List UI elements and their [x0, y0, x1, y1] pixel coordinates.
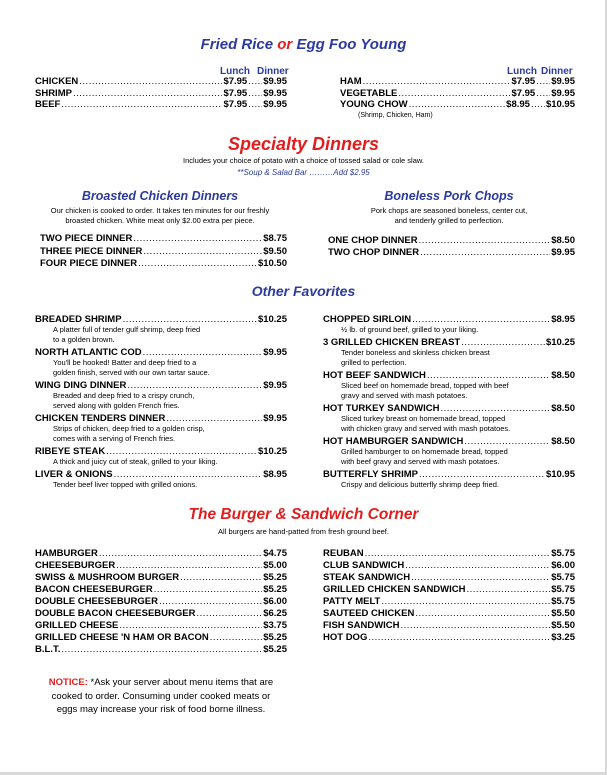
favorite-price: $10.25	[257, 446, 287, 457]
fried-rice-item	[340, 76, 575, 88]
favorite-price: $9.95	[263, 413, 287, 424]
favorite-price: $9.95	[263, 347, 287, 358]
notice-block	[26, 676, 296, 717]
pork-price: $9.95	[551, 247, 575, 258]
favorite-desc: You'll be hooked! Batter and deep fried to a	[53, 358, 197, 367]
favorite-name: NORTH ATLANTIC COD	[35, 347, 142, 358]
dot-leader	[180, 572, 262, 584]
fried-rice-dinner-price: $9.95	[263, 76, 287, 87]
pork-price: $8.50	[551, 235, 575, 246]
dot-leader	[536, 76, 550, 88]
burger-price: $5.25	[263, 644, 287, 655]
fried-rice-lunch-price: $7.95	[223, 87, 248, 99]
favorite-name: LIVER & ONIONS	[35, 469, 113, 480]
fried-rice-lunch-price: $7.95	[223, 76, 248, 87]
pork-item	[328, 247, 575, 259]
sandwich-item	[323, 548, 575, 560]
dot-leader	[143, 246, 262, 258]
sandwich-price: $5.75	[551, 548, 575, 559]
burger-name: B.L.T.	[35, 644, 61, 655]
notice-line-3: eggs may increase your risk of food borne illness.	[56, 704, 266, 715]
dot-leader	[401, 620, 551, 632]
fried-rice-item	[35, 99, 287, 111]
fried-rice-name: BEEF	[35, 99, 61, 110]
favorite-price: $9.95	[263, 380, 287, 391]
broasted-item	[40, 233, 287, 245]
fried-rice-item	[340, 99, 575, 111]
favorite-desc: Breaded and deep fried to a crispy crunch,	[53, 391, 195, 400]
burger-item	[35, 620, 287, 632]
dot-leader	[467, 584, 551, 596]
broasted-title: Broasted Chicken Dinners	[81, 189, 239, 203]
pork-desc-1: Pork chops are seasoned boneless, center cut,	[370, 206, 528, 215]
dinner-header-right: Dinner	[541, 66, 573, 77]
burger-title: The Burger & Sandwich Corner	[188, 506, 419, 523]
dot-leader	[119, 620, 262, 632]
favorite-desc: ½ lb. of ground beef, grilled to your liking.	[341, 325, 479, 334]
favorite-name: HOT BEEF SANDWICH	[323, 370, 426, 381]
burger-subtitle: All burgers are hand-patted from fresh ground beef.	[218, 527, 389, 536]
dot-leader	[363, 76, 511, 88]
sandwich-name: REUBAN	[323, 548, 364, 559]
pork-desc-2: and tenderly grilled to perfection.	[394, 216, 504, 225]
dot-leader	[154, 584, 263, 596]
sandwich-name: FISH SANDWICH	[323, 620, 400, 631]
sandwich-item	[323, 560, 575, 572]
burger-item	[35, 584, 287, 596]
burger-price: $6.00	[263, 596, 287, 607]
favorite-price: $8.50	[551, 403, 575, 414]
fried-rice-lunch-price: $7.95	[511, 87, 536, 99]
specialty-subtitle: Includes your choice of potato with a choice of tossed salad or cole slaw.	[183, 156, 424, 165]
favorite-desc: served along with golden French fries.	[53, 401, 180, 410]
burger-price: $6.25	[263, 608, 287, 619]
dot-leader	[405, 560, 550, 572]
dot-leader	[116, 560, 262, 572]
favorite-desc: gravy and served with mash potatoes.	[341, 391, 468, 400]
burger-price: $5.25	[263, 572, 287, 583]
dot-leader	[248, 99, 262, 111]
dot-leader	[196, 608, 262, 620]
burger-item	[35, 608, 287, 620]
lunch-header-right: Lunch	[507, 66, 537, 77]
sandwich-name: SAUTEED CHICKEN	[323, 608, 415, 619]
fried-rice-item	[340, 88, 575, 100]
dot-leader	[138, 258, 257, 270]
notice-label: NOTICE:	[48, 677, 88, 688]
favorite-desc: A thick and juicy cut of steak, grilled to your liking.	[53, 457, 218, 466]
sandwich-price: $5.50	[551, 620, 575, 631]
fried-rice-name: YOUNG CHOW	[340, 99, 408, 110]
burger-item	[35, 572, 287, 584]
young-chow-note: (Shrimp, Chicken, Ham)	[358, 112, 433, 119]
burger-item	[35, 632, 287, 644]
favorite-price: $10.25	[545, 337, 575, 348]
broasted-name: THREE PIECE DINNER	[40, 245, 143, 257]
favorite-desc: with chicken gravy and served with mash potatoes.	[341, 424, 511, 433]
pork-title: Boneless Pork Chops	[384, 189, 514, 203]
favorite-price: $8.50	[551, 370, 575, 381]
favorite-name: WING DING DINNER	[35, 380, 127, 391]
burger-name: GRILLED CHEESE	[35, 620, 119, 631]
sandwich-name: CLUB SANDWICH	[323, 560, 405, 571]
sandwich-name: HOT DOG	[323, 632, 368, 643]
favorite-name: 3 GRILLED CHICKEN BREAST	[323, 337, 461, 348]
favorite-name: HOT HAMBURGER SANDWICH	[323, 436, 464, 447]
fried-rice-lunch-price: $8.95	[506, 99, 530, 110]
broasted-price: $8.75	[263, 233, 287, 244]
favorite-desc: Sliced beef on homemade bread, topped with beef	[341, 381, 509, 390]
broasted-item	[40, 246, 287, 258]
burger-name: BACON CHEESEBURGER	[35, 584, 153, 595]
broasted-item	[40, 258, 287, 270]
dot-leader	[419, 235, 551, 247]
fried-rice-dinner-price: $9.95	[551, 87, 575, 99]
favorite-name: CHICKEN TENDERS DINNER	[35, 413, 166, 424]
favorite-desc: to a golden brown.	[53, 335, 115, 344]
sandwich-item	[323, 620, 575, 632]
dot-leader	[61, 99, 222, 111]
broasted-name: FOUR PIECE DINNER	[40, 258, 138, 269]
fried-rice-lunch-price: $7.95	[511, 76, 536, 87]
broasted-price: $10.50	[257, 258, 287, 269]
favorite-name: BREADED SHRIMP	[35, 314, 122, 325]
notice-line-2: cooked to order. Consuming under cooked meats or	[51, 690, 271, 702]
favorite-desc: grilled to perfection.	[341, 358, 407, 367]
broasted-desc-1: Our chicken is cooked to order. It takes ten minutes for our freshly	[50, 206, 270, 215]
pork-name: ONE CHOP DINNER	[328, 235, 418, 246]
dot-leader	[415, 608, 550, 620]
sandwich-price: $3.25	[551, 632, 575, 643]
sandwich-price: $5.75	[551, 596, 575, 607]
fried-rice-dinner-price: $9.95	[263, 87, 287, 99]
favorite-desc: Strips of chicken, deep fried to a golden crisp,	[53, 424, 205, 433]
dot-leader	[210, 632, 262, 644]
dot-leader	[365, 548, 551, 560]
soup-salad-note: **Soup & Salad Bar ………Add $2.95	[237, 168, 370, 177]
burger-name: CHEESEBURGER	[35, 560, 116, 571]
dot-leader	[159, 596, 262, 608]
favorite-name: RIBEYE STEAK	[35, 446, 106, 457]
favorite-desc: A platter full of tender gulf shrimp, deep fried	[53, 325, 201, 334]
favorite-price: $10.95	[545, 469, 575, 480]
dot-leader	[99, 548, 262, 560]
dot-leader	[409, 99, 506, 111]
fried-rice-title-a: Fried Rice	[200, 36, 274, 53]
dot-leader	[381, 596, 550, 608]
sandwich-item	[323, 608, 575, 620]
sandwich-name: PATTY MELT	[323, 596, 381, 607]
burger-price: $5.00	[263, 560, 287, 571]
fried-rice-title-or: or	[277, 36, 293, 53]
favorite-price: $10.25	[257, 314, 287, 325]
broasted-name: TWO PIECE DINNER	[40, 233, 133, 244]
burger-name: DOUBLE BACON CHEESEBURGER	[35, 608, 196, 619]
lunch-header-left: Lunch	[220, 66, 250, 77]
sandwich-price: $5.75	[551, 584, 575, 595]
fried-rice-title	[0, 36, 607, 53]
notice-line-1: *Ask your server about menu items that are	[87, 677, 274, 688]
fried-rice-dinner-price: $9.95	[263, 99, 287, 110]
favorite-name: BUTTERFLY SHRIMP	[323, 469, 419, 480]
dot-leader	[368, 632, 550, 644]
favorites-title: Other Favorites	[251, 283, 356, 299]
sandwich-item	[323, 632, 575, 644]
burger-price: $5.25	[263, 632, 287, 643]
dinner-header-left: Dinner	[257, 66, 289, 77]
burger-name: SWISS & MUSHROOM BURGER	[35, 572, 180, 583]
dot-leader	[61, 644, 262, 656]
dot-leader	[248, 76, 262, 88]
dot-leader	[398, 88, 510, 100]
dot-leader	[411, 572, 550, 584]
favorite-price: $8.50	[551, 436, 575, 447]
burger-price: $3.75	[263, 620, 287, 631]
dot-leader	[536, 88, 550, 100]
favorite-price: $8.95	[263, 469, 287, 480]
favorite-price: $8.95	[551, 314, 575, 325]
pork-name: TWO CHOP DINNER	[328, 247, 420, 258]
dot-leader	[79, 76, 222, 88]
sandwich-name: GRILLED CHICKEN SANDWICH	[323, 584, 466, 595]
sandwich-item	[323, 572, 575, 584]
fried-rice-name: CHICKEN	[35, 76, 79, 87]
dot-leader	[73, 88, 222, 100]
fried-rice-title-b: Egg Foo Young	[296, 36, 407, 53]
fried-rice-dinner-price: $10.95	[545, 99, 575, 110]
favorite-desc: golden finish, served with our own tartar sauce.	[53, 368, 210, 377]
burger-price: $5.25	[263, 584, 287, 595]
specialty-title: Specialty Dinners	[227, 134, 380, 154]
broasted-desc-2: broasted chicken. White meat only $2.00 extra per piece.	[65, 216, 255, 225]
sandwich-item	[323, 596, 575, 608]
favorite-name: HOT TURKEY SANDWICH	[323, 403, 440, 414]
favorite-desc: comes with a serving of French fries.	[53, 434, 176, 443]
favorite-desc: Crispy and delicious butterfly shrimp deep fried.	[341, 480, 499, 489]
sandwich-price: $6.00	[551, 560, 575, 571]
pork-item	[328, 235, 575, 247]
burger-name: HAMBURGER	[35, 548, 98, 559]
burger-item	[35, 644, 287, 656]
sandwich-price: $5.75	[551, 572, 575, 583]
burger-item	[35, 596, 287, 608]
favorite-desc: Tender beef liver topped with grilled onions.	[53, 480, 198, 489]
fried-rice-item	[35, 76, 287, 88]
sandwich-item	[323, 584, 575, 596]
dot-leader	[133, 233, 262, 245]
favorite-name: CHOPPED SIRLOIN	[323, 314, 412, 325]
broasted-price: $9.50	[263, 245, 287, 257]
fried-rice-name: HAM	[340, 76, 362, 87]
fried-rice-item	[35, 88, 287, 100]
fried-rice-dinner-price: $9.95	[551, 76, 575, 87]
favorite-desc: Tender boneless and skinless chicken breast	[341, 348, 490, 357]
dot-leader	[420, 247, 550, 259]
fried-rice-name: SHRIMP	[35, 87, 72, 99]
fried-rice-lunch-price: $7.95	[223, 99, 248, 110]
burger-item	[35, 560, 287, 572]
dot-leader	[531, 99, 545, 111]
sandwich-price: $5.50	[551, 608, 575, 619]
burger-name: GRILLED CHEESE 'N HAM OR BACON	[35, 632, 209, 643]
sandwich-name: STEAK SANDWICH	[323, 572, 411, 583]
dot-leader	[248, 88, 262, 100]
favorite-desc: Grilled hamburger to on homemade bread, topped	[341, 447, 508, 456]
burger-price: $4.75	[263, 548, 287, 559]
burger-name: DOUBLE CHEESEBURGER	[35, 596, 158, 607]
favorite-desc: Sliced turkey breast on homemade bread, topped	[341, 414, 506, 423]
favorite-desc: with beef gravy and served with mash potatoes.	[341, 457, 500, 466]
fried-rice-name: VEGETABLE	[340, 87, 398, 99]
burger-item	[35, 548, 287, 560]
